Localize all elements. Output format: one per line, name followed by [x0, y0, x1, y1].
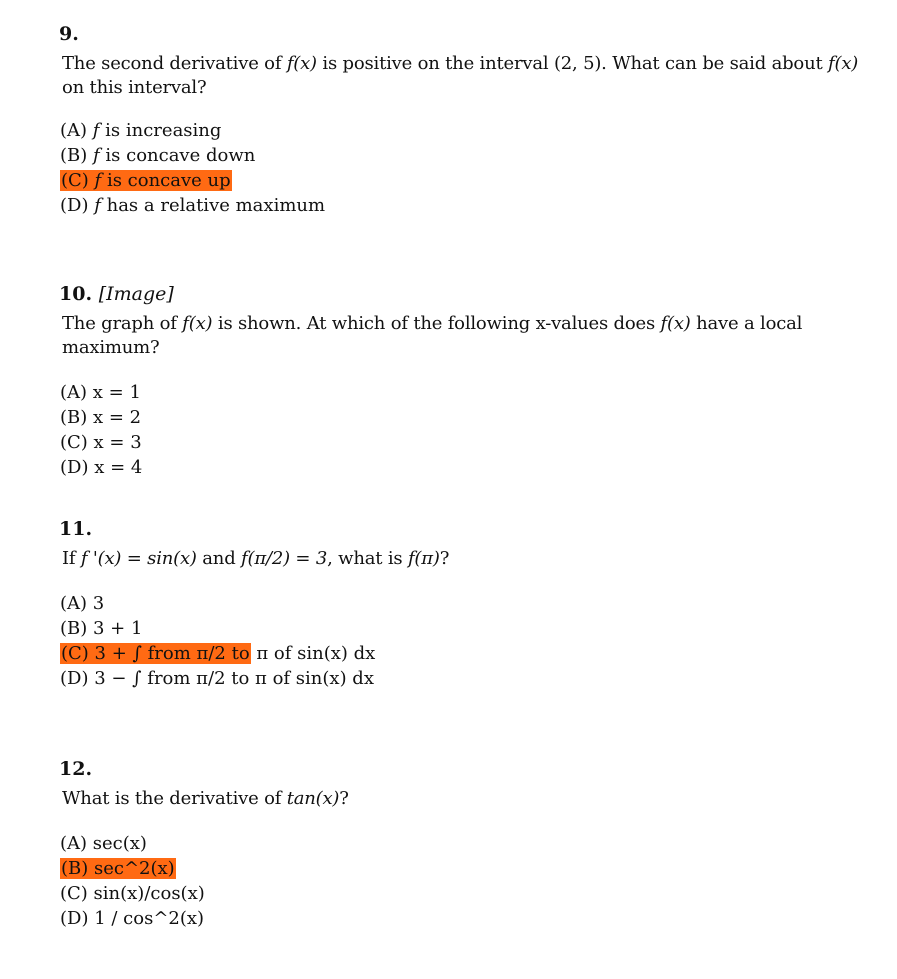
- question-text-part: is shown. At which of the following x-values does: [212, 313, 661, 334]
- answer-choices: [60, 118, 879, 218]
- highlighted-answer: [60, 858, 176, 879]
- choice-label: (C): [61, 643, 95, 664]
- choice-text: is increasing: [99, 120, 222, 141]
- question-number: 12.: [59, 758, 93, 780]
- function-notation: f: [94, 170, 102, 191]
- function-notation: f(π): [407, 548, 440, 569]
- choice-label: (D): [60, 457, 95, 478]
- function-notation: f: [94, 195, 101, 216]
- answer-choice-b[interactable]: [60, 143, 879, 168]
- choice-text: x = 4: [94, 457, 143, 478]
- question-text-part: If: [62, 548, 81, 569]
- function-notation: f: [93, 145, 100, 166]
- choice-label: (C): [60, 432, 94, 453]
- question-text-part: and: [196, 548, 242, 569]
- answer-choice-d[interactable]: [60, 455, 879, 480]
- image-placeholder-tag: [Image]: [98, 283, 174, 305]
- choice-text: 3 + ∫ from π/2 to: [94, 643, 250, 664]
- question-number: 11.: [59, 518, 93, 540]
- highlighted-answer: [60, 643, 251, 664]
- answer-choice-a[interactable]: [60, 831, 879, 856]
- choice-text: sec^2(x): [94, 858, 175, 879]
- choice-label: (B): [60, 145, 93, 166]
- choice-text: 1 / cos^2(x): [94, 908, 205, 929]
- function-notation: f(x): [182, 313, 213, 334]
- choice-label: (D): [60, 668, 95, 689]
- function-notation: f(π/2) = 3: [241, 548, 328, 569]
- question-10: [59, 282, 879, 480]
- question-number: [59, 282, 879, 306]
- question-text-part: ?: [439, 548, 450, 569]
- question-12: [59, 757, 879, 931]
- answer-choice-a[interactable]: [60, 118, 879, 143]
- choice-label: (D): [60, 195, 95, 216]
- question-text-part: What is the derivative of: [62, 788, 287, 809]
- function-notation: tan(x): [286, 788, 340, 809]
- question-text-part: The second derivative of: [62, 53, 287, 74]
- function-notation: f(x): [286, 53, 317, 74]
- question-text: [62, 52, 879, 100]
- highlighted-answer: [60, 170, 232, 191]
- answer-choice-d[interactable]: [60, 193, 879, 218]
- choice-text: is concave down: [99, 145, 256, 166]
- question-11: [59, 517, 879, 691]
- question-text-part: , what is: [327, 548, 408, 569]
- answer-choices: [60, 380, 879, 480]
- choice-label: (D): [60, 908, 95, 929]
- question-number: 9.: [59, 23, 79, 45]
- answer-choice-c[interactable]: [60, 430, 879, 455]
- answer-choice-d[interactable]: [60, 906, 879, 931]
- choice-label: (B): [61, 858, 94, 879]
- question-text-part: The graph of: [62, 313, 183, 334]
- answer-choices: [60, 591, 879, 691]
- answer-choice-b[interactable]: [60, 856, 879, 881]
- choice-text: sec(x): [92, 833, 147, 854]
- answer-choice-c[interactable]: [60, 881, 879, 906]
- choice-text: 3: [92, 593, 105, 614]
- choice-label: (B): [60, 407, 93, 428]
- choice-label: (A): [60, 833, 93, 854]
- choice-text: is concave up: [101, 170, 231, 191]
- answer-choice-a[interactable]: [60, 380, 879, 405]
- choice-text: π of sin(x) dx: [250, 643, 376, 664]
- choice-label: (C): [60, 883, 94, 904]
- function-notation: f(x): [828, 53, 859, 74]
- function-notation: f: [92, 120, 100, 141]
- question-text: [62, 547, 879, 571]
- answer-choice-b[interactable]: [60, 405, 879, 430]
- answer-choices: [60, 831, 879, 931]
- choice-label: (A): [60, 382, 93, 403]
- answer-choice-c[interactable]: [60, 168, 879, 193]
- answer-choice-b[interactable]: [60, 616, 879, 641]
- question-text-part: ?: [339, 788, 349, 809]
- question-9: [59, 22, 879, 218]
- question-text-part: have a local maximum?: [62, 313, 803, 358]
- question-text: [62, 312, 879, 360]
- question-text-part: is positive on the interval (2, 5). What can be said about: [316, 53, 829, 74]
- choice-label: (B): [60, 618, 93, 639]
- choice-text: has a relative maximum: [100, 195, 326, 216]
- choice-text: x = 1: [92, 382, 141, 403]
- function-notation: f(x): [660, 313, 691, 334]
- choice-label: (A): [60, 120, 93, 141]
- choice-text: sin(x)/cos(x): [93, 883, 205, 904]
- choice-text: x = 3: [93, 432, 142, 453]
- question-number-value: 10.: [59, 283, 93, 305]
- choice-text: 3 − ∫ from π/2 to π of sin(x) dx: [94, 668, 374, 689]
- answer-choice-c[interactable]: [60, 641, 879, 666]
- question-text-part: on this interval?: [62, 77, 207, 98]
- choice-label: (A): [60, 593, 93, 614]
- function-notation: f '(x) = sin(x): [80, 548, 197, 569]
- answer-choice-a[interactable]: [60, 591, 879, 616]
- question-text: [62, 787, 879, 811]
- answer-choice-d[interactable]: [60, 666, 879, 691]
- choice-label: (C): [61, 170, 95, 191]
- choice-text: 3 + 1: [93, 618, 143, 639]
- choice-text: x = 2: [93, 407, 142, 428]
